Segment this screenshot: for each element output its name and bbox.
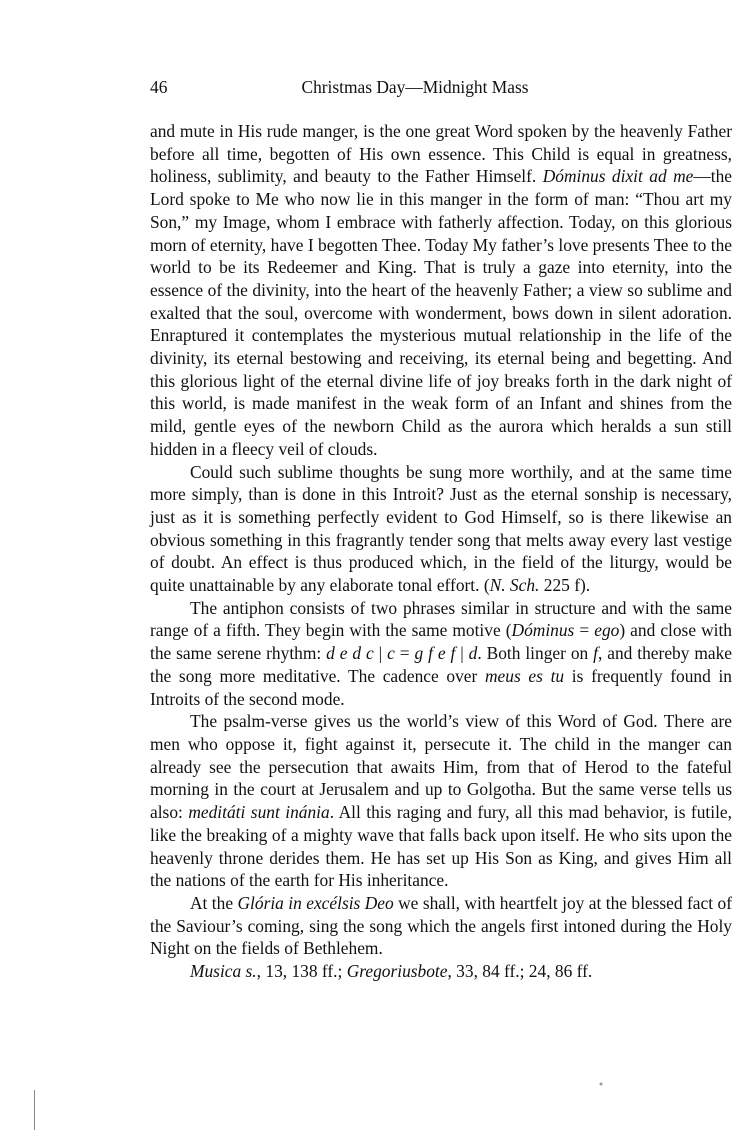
italic-run: Gregoriusbote: [346, 961, 448, 982]
italic-run: c: [387, 643, 395, 664]
text-run: |: [373, 643, 388, 664]
text-run: we shall, with heartfelt joy at the blessed fact of the Saviour’s coming, sing the song which the angels first intoned during the Holy Night on the fields of Bethlehem.: [150, 892, 732, 959]
italic-run: meditáti sunt inánia: [188, 802, 330, 823]
text-run: , and thereby make the song more meditative. The cadence over: [150, 643, 733, 686]
text-run: At the: [190, 892, 238, 913]
text-run: Could such sublime thoughts be sung more worthily, and at the same time more simply, than is done in this Introit? Just as the eternal sonship is necessary, just as it is something perfectly evident to God Himself, so is there likewise an obvious something in this fragrantly tender song that melts away every last vestige of doubt. An effect is thus produced which, in the field of the liturgy, would be quite unattainable by any elaborate tonal effort. (: [150, 461, 732, 596]
italic-run: f: [593, 643, 598, 664]
paragraph: [150, 461, 732, 597]
italic-run: g f e f: [414, 643, 456, 664]
italic-run: N. Sch.: [489, 575, 540, 596]
paragraph: [150, 597, 732, 711]
text-run: =: [394, 643, 415, 664]
scan-speck: [598, 1081, 604, 1087]
body-text: [150, 120, 732, 983]
footnote-reference: [150, 960, 732, 983]
text-run: ) and close with the same serene rhythm:: [150, 620, 732, 664]
text-run: . Both linger on: [477, 643, 594, 664]
italic-run: ego: [594, 620, 620, 641]
italic-run: d e d c: [326, 643, 374, 664]
text-run: . All this raging and fury, all this mad behavior, is futile, like the breaking of a mighty wave that falls back upon itself. He who sits upon the heavenly throne derides them. He has set up His Son as King, and gives Him all the nations of the earth for His inheritance.: [150, 802, 732, 891]
text-run: , 33, 84 ff.; 24, 86 ff.: [447, 961, 593, 982]
text-run: =: [574, 620, 595, 641]
italic-run: Musica s.: [190, 961, 257, 982]
page-number: 46: [150, 77, 168, 97]
running-title: Christmas Day—Midnight Mass: [301, 77, 529, 97]
paragraph: [150, 892, 732, 960]
italic-run: Glória in excélsis Deo: [237, 892, 394, 913]
text-run: |: [455, 643, 469, 664]
italic-run: d: [468, 643, 478, 664]
italic-run: Dóminus dixit ad me: [542, 166, 694, 187]
text-run: The antiphon consists of two phrases similar in structure and with the same range of a fifth. They begin with the same motive (: [150, 597, 732, 641]
paragraph: [150, 710, 732, 892]
scan-margin-line: [34, 1090, 35, 1130]
text-run: —the Lord spoke to Me who now lie in this manger in the form of man: “Thou art my Son,” my Image, whom I embrace with fatherly affection. Today, on this glorious morn of eternity, have I begotten Thee. Today My father’s love presents Thee to the world to be its Redeemer and King. That is truly a gaze into eternity, into the essence of the divinity, into the heart of the heavenly Father; a view so sublime and exalted that the soul, overcome with wonderment, bows down in silent adoration. Enraptured it contemplates the mysterious mutual relationship in the life of the divinity, its eternal bestowing and receiving, its eternal being and begetting. And this glorious light of the eternal divine life of joy breaks forth in the dark night of this world, is made manifest in the weak form of an Infant and shines from the mild, gentle eyes of the newborn Child as the aurora which heralds a sun still hidden in a fleecy veil of clouds.: [150, 166, 732, 459]
text-run: and mute in His rude manger, is the one great Word spoken by the heavenly Father before all time, begotten of His own essence. This Child is equal in greatness, holiness, sublimity, and beauty to the Father Himself.: [150, 121, 732, 187]
text-run: is frequently found in Introits of the second mode.: [150, 665, 733, 709]
text-run: The psalm-verse gives us the world’s view of this Word of God. There are men who oppose it, fight against it, persecute it. The child in the manger can already see the persecution that awaits Him, from that of Herod to the fateful morning in the court at Jerusalem and up to Golgotha. But the same verse tells us also:: [150, 711, 732, 823]
paragraph: [150, 120, 732, 461]
text-run: 225 f).: [539, 575, 591, 596]
italic-run: meus es tu: [484, 665, 565, 686]
italic-run: Dóminus: [511, 620, 575, 641]
text-run: , 13, 138 ff.;: [256, 961, 347, 982]
